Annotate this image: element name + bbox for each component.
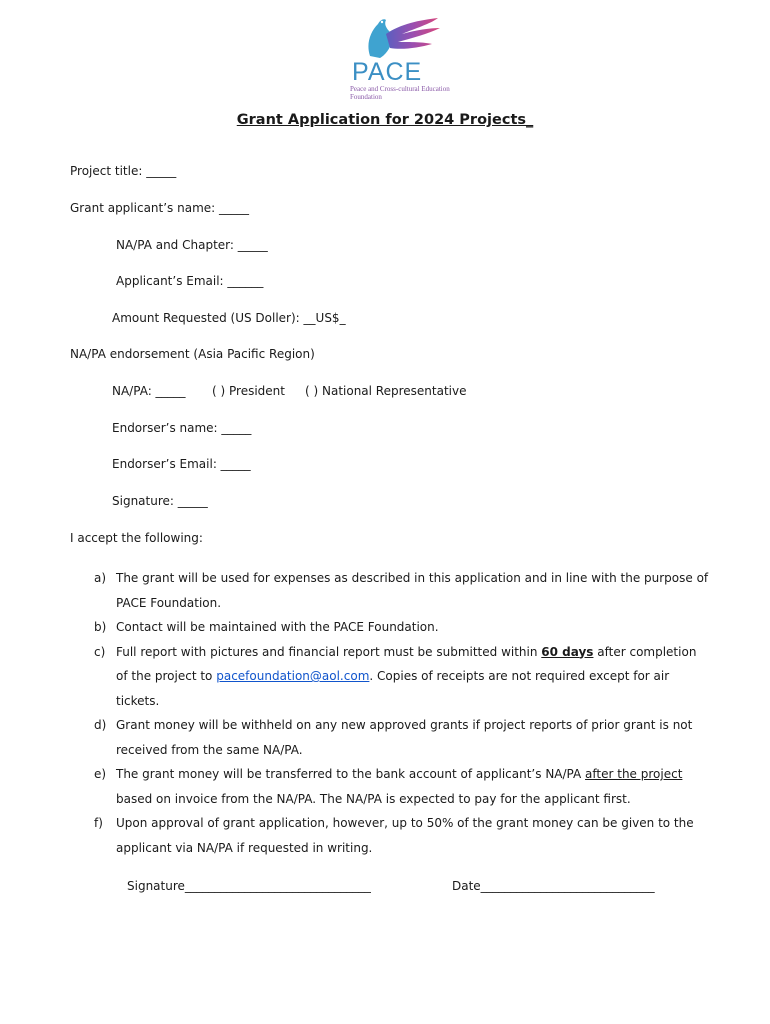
applicant-name-field[interactable]: Grant applicant’s name: _____ bbox=[70, 201, 249, 215]
list-item: d) Grant money will be withheld on any new approved grants if project reports of prior grant is not received from the same NA/PA. bbox=[94, 718, 693, 757]
signature-line[interactable]: Signature_______________________________ bbox=[127, 879, 371, 893]
after-project-emphasis: after the project bbox=[585, 767, 683, 781]
napa-chapter-field[interactable]: NA/PA and Chapter: _____ bbox=[116, 238, 268, 252]
date-line[interactable]: Date_____________________________ bbox=[452, 879, 655, 893]
list-item: e) The grant money will be transferred to the bank account of applicant’s NA/PA after the project based on invoice from the NA/PA. The NA/PA is expected to pay for the applicant first. bbox=[94, 767, 683, 806]
accept-heading: I accept the following: bbox=[70, 531, 203, 545]
project-title-field[interactable]: Project title: _____ bbox=[70, 164, 177, 178]
president-checkbox[interactable]: ( ) President bbox=[212, 384, 285, 398]
list-item: b) Contact will be maintained with the PACE Foundation. bbox=[94, 620, 439, 634]
terms-list bbox=[70, 566, 710, 860]
dove-icon bbox=[340, 12, 455, 62]
napa-field[interactable]: NA/PA: _____ bbox=[112, 384, 186, 398]
list-item: a) The grant will be used for expenses as described in this application and in line with the purpose of PACE Foundation. bbox=[94, 571, 709, 610]
page-title: Grant Application for 2024 Projects_ bbox=[236, 112, 534, 128]
national-rep-checkbox[interactable]: ( ) National Representative bbox=[305, 384, 467, 398]
logo-tagline: Peace and Cross-cultural Education Foundation bbox=[350, 85, 450, 101]
endorsement-heading: NA/PA endorsement (Asia Pacific Region) bbox=[70, 347, 315, 361]
list-item: f) Upon approval of grant application, however, up to 50% of the grant money can be given to the applicant via NA/PA if requested in writing. bbox=[94, 816, 694, 855]
deadline-emphasis: 60 days bbox=[541, 644, 594, 659]
endorser-email-field[interactable]: Endorser’s Email: _____ bbox=[112, 457, 251, 471]
email-link[interactable]: pacefoundation@aol.com bbox=[216, 669, 370, 683]
amount-requested-field[interactable]: Amount Requested (US Doller): __US$_ bbox=[112, 311, 346, 325]
endorser-name-field[interactable]: Endorser’s name: _____ bbox=[112, 421, 252, 435]
list-item: c) Full report with pictures and financial report must be submitted within 60 days after completion of the project to pacefoundation@aol.com. Copies of receipts are not required except for air tickets. bbox=[94, 644, 697, 708]
logo-wordmark: PACE bbox=[352, 58, 423, 86]
applicant-email-field[interactable]: Applicant’s Email: ______ bbox=[116, 274, 264, 288]
endorser-signature-field[interactable]: Signature: _____ bbox=[112, 494, 208, 508]
